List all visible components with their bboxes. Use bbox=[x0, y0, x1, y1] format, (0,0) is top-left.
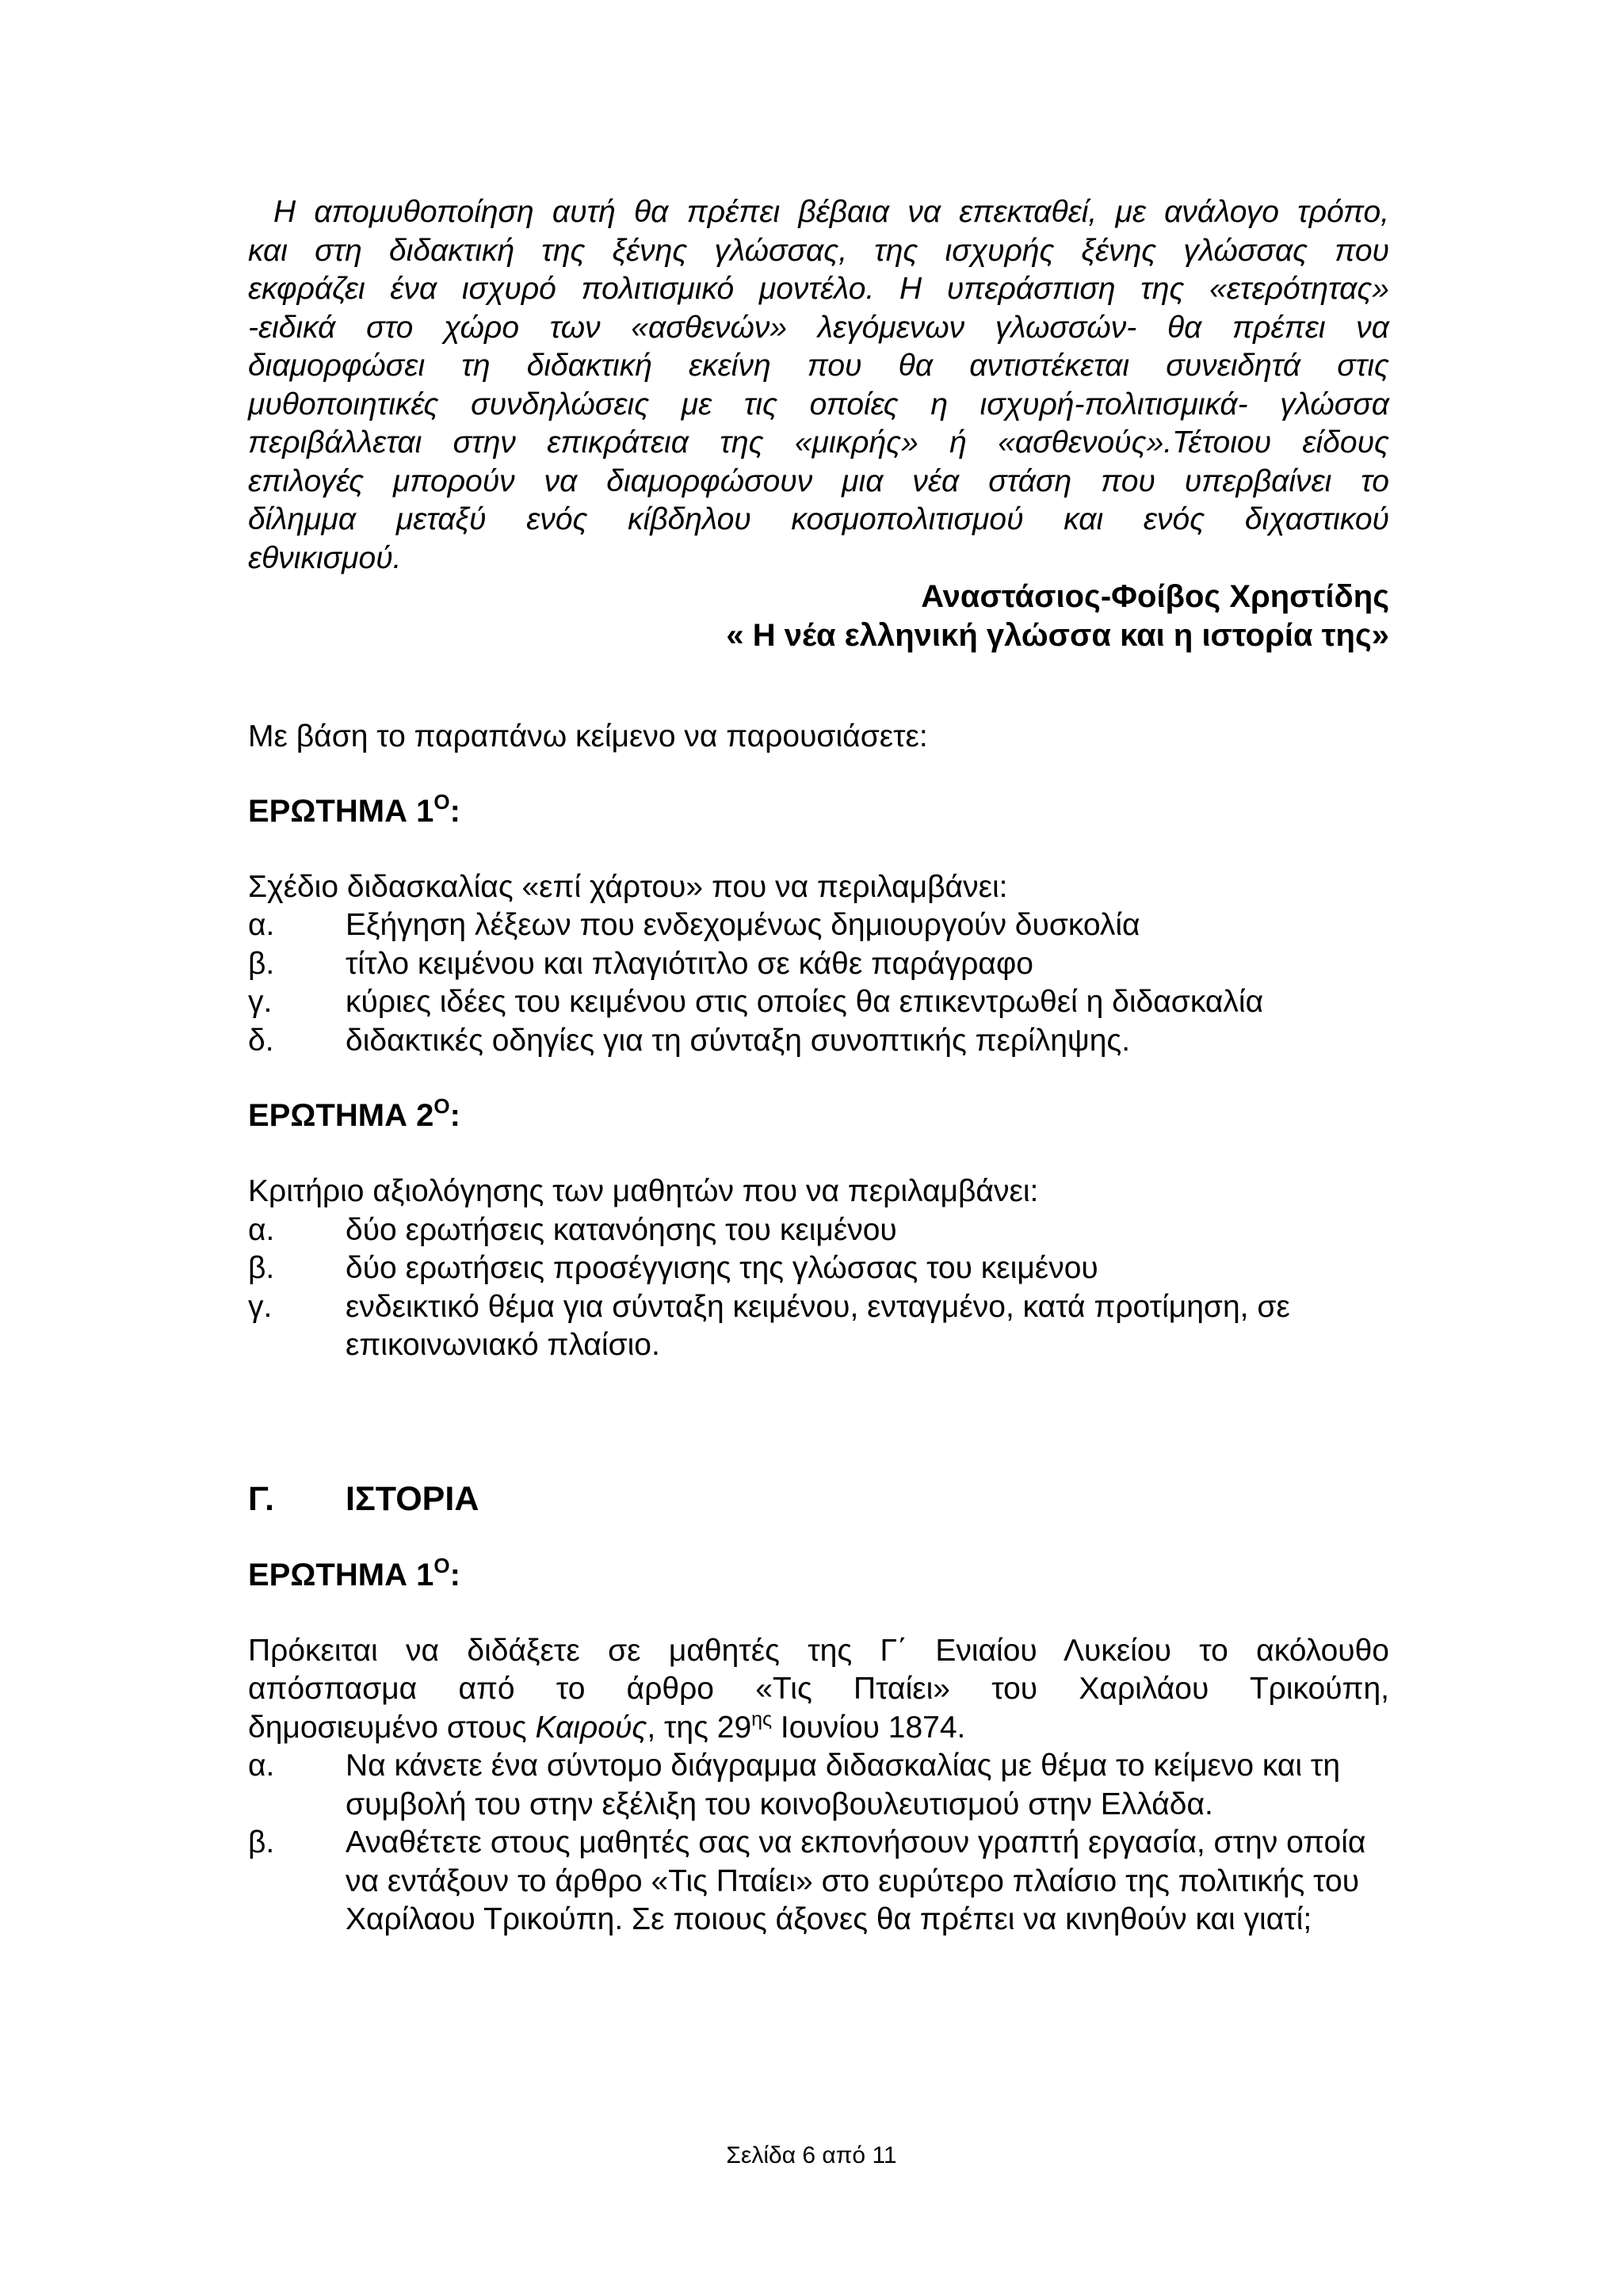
quote-line: εθνικισμού. bbox=[248, 540, 402, 575]
question-2-heading bbox=[248, 1094, 1389, 1135]
quote-line: διαμορφώσει τη διδακτική εκείνη που θα αντιστέκεται συνειδητά στις bbox=[248, 349, 1389, 383]
lead-text: δημοσιευμένο στους bbox=[248, 1710, 536, 1745]
list-item-text: Να κάνετε ένα σύντομο διάγραμμα διδασκαλίας με θέμα το κείμενο και τη συμβολή του στην εξέλιξη του κοινοβουλευτισμού στην Ελλάδα. bbox=[346, 1749, 1341, 1821]
quote-author: Αναστάσιος-Φοίβος Χρηστίδης bbox=[921, 579, 1389, 614]
list-item-text: δύο ερωτήσεις προσέγγισης της γλώσσας του κειμένου bbox=[346, 1251, 1098, 1285]
question-1-list bbox=[248, 906, 1389, 1060]
question-2-lead: Κριτήριο αξιολόγησης των μαθητών που να περιλαμβάνει: bbox=[248, 1174, 1039, 1208]
list-item-text: κύριες ιδέες του κειμένου στις οποίες θα επικεντρωθεί η διδασκαλία bbox=[346, 985, 1264, 1019]
list-item-text: Αναθέτετε στους μαθητές σας να εκπονήσουν γραπτή εργασία, στην οποία να εντάξουν το άρθρο «Τις Πταίει» στο ευρύτερο πλαίσιο της πολιτικής του Χαρίλαου Τρικούπη. Σε ποιους άξονες θα πρέπει να κινηθούν και γιατί; bbox=[346, 1825, 1366, 1936]
list-item bbox=[248, 945, 1389, 984]
list-item bbox=[248, 906, 1389, 945]
quote-block bbox=[248, 193, 1389, 578]
quote-line: περιβάλλεται στην επικράτεια της «μικρής» ή «ασθενούς».Τέτοιου είδους bbox=[248, 425, 1389, 460]
list-item-text: δύο ερωτήσεις κατανόησης του κειμένου bbox=[346, 1212, 897, 1247]
list-marker: δ. bbox=[248, 1023, 274, 1058]
ordinal-superscript: Ο bbox=[433, 789, 450, 814]
list-item-text: ενδεικτικό θέμα για σύνταξη κειμένου, ενταγμένο, κατά προτίμηση, σε επικοινωνιακό πλαίσιο. bbox=[346, 1289, 1290, 1362]
page-content bbox=[248, 193, 1389, 1939]
list-item bbox=[248, 1288, 1389, 1365]
page-footer: Σελίδα 6 από 11 bbox=[726, 2142, 897, 2168]
newspaper-name: Καιρούς bbox=[535, 1710, 647, 1745]
list-marker: α. bbox=[248, 1749, 275, 1783]
history-question-lead bbox=[248, 1632, 1389, 1748]
list-marker: γ. bbox=[248, 1289, 273, 1324]
ordinal-superscript: Ο bbox=[433, 1553, 450, 1577]
list-item bbox=[248, 1022, 1389, 1061]
list-marker: β. bbox=[248, 1825, 275, 1859]
question-2-list bbox=[248, 1211, 1389, 1365]
list-item bbox=[248, 1211, 1389, 1250]
list-marker: α. bbox=[248, 908, 275, 942]
quote-line: επιλογές μπορούν να διαμορφώσουν μια νέα στάση που υπερβαίνει το bbox=[248, 463, 1389, 498]
list-item-text: Εξήγηση λέξεων που ενδεχομένως δημιουργούν δυσκολία bbox=[346, 908, 1140, 942]
question-1-heading bbox=[248, 789, 1389, 830]
heading-colon: : bbox=[449, 1098, 460, 1133]
list-marker: α. bbox=[248, 1212, 275, 1247]
history-question-list bbox=[248, 1747, 1389, 1939]
list-item bbox=[248, 1824, 1389, 1939]
list-marker: β. bbox=[248, 946, 275, 981]
intro-text: Με βάση το παραπάνω κείμενο να παρουσιάσετε: bbox=[248, 719, 928, 753]
list-item-text: διδακτικές οδηγίες για τη σύνταξη συνοπτικής περίληψης. bbox=[346, 1023, 1131, 1058]
ordinal-superscript: Ο bbox=[433, 1094, 450, 1118]
lead-line bbox=[248, 1709, 1389, 1748]
quote-source: « Η νέα ελληνική γλώσσα και η ιστορία της» bbox=[726, 618, 1389, 653]
lead-text: Ιουνίου 1874. bbox=[772, 1710, 966, 1745]
quote-line: και στη διδακτική της ξένης γλώσσας, της ισχυρής ξένης γλώσσας που bbox=[248, 233, 1389, 268]
section-title-text: ΙΣΤΟΡΙΑ bbox=[346, 1479, 479, 1518]
history-question-heading bbox=[248, 1553, 1389, 1594]
quote-line: -ειδικά στο χώρο των «ασθενών» λεγόμενων γλωσσών- θα πρέπει να bbox=[248, 310, 1389, 345]
quote-line: μυθοποιητικές συνδηλώσεις με τις οποίες η ισχυρή-πολιτισμικά- γλώσσα bbox=[248, 387, 1389, 421]
question-heading-text: ΕΡΩΤΗΜΑ 1 bbox=[248, 793, 434, 829]
heading-colon: : bbox=[449, 1557, 460, 1592]
question-1-lead: Σχέδιο διδασκαλίας «επί χάρτου» που να περιλαμβάνει: bbox=[248, 869, 1008, 904]
question-heading-text: ΕΡΩΤΗΜΑ 1 bbox=[248, 1557, 434, 1592]
question-heading-text: ΕΡΩΤΗΜΑ 2 bbox=[248, 1098, 434, 1133]
list-item-text: τίτλο κειμένου και πλαγιότιτλο σε κάθε παράγραφο bbox=[346, 946, 1033, 981]
section-title bbox=[248, 1478, 1389, 1520]
heading-colon: : bbox=[449, 793, 460, 829]
lead-line: απόσπασμα από το άρθρο «Τις Πταίει» του Χαριλάου Τρικούπη, bbox=[248, 1672, 1389, 1706]
lead-line: Πρόκειται να διδάξετε σε μαθητές της Γ΄ Ενιαίου Λυκείου το ακόλουθο bbox=[248, 1633, 1389, 1668]
list-item bbox=[248, 1747, 1389, 1824]
list-marker: β. bbox=[248, 1251, 275, 1285]
quote-line: εκφράζει ένα ισχυρό πολιτισμικό μοντέλο. Η υπεράσπιση της «ετερότητας» bbox=[248, 272, 1389, 306]
lead-text: , της 29 bbox=[647, 1710, 752, 1745]
ordinal-superscript: ης bbox=[751, 1707, 773, 1730]
list-item bbox=[248, 983, 1389, 1022]
quote-line: δίλημμα μεταξύ ενός κίβδηλου κοσμοπολιτισμού και ενός διχαστικού bbox=[248, 502, 1389, 536]
section-letter: Γ. bbox=[248, 1479, 275, 1518]
list-item bbox=[248, 1249, 1389, 1288]
quote-line: Η απομυθοποίηση αυτή θα πρέπει βέβαια να επεκταθεί, με ανάλογο τρόπο, bbox=[273, 195, 1389, 229]
list-marker: γ. bbox=[248, 985, 273, 1019]
